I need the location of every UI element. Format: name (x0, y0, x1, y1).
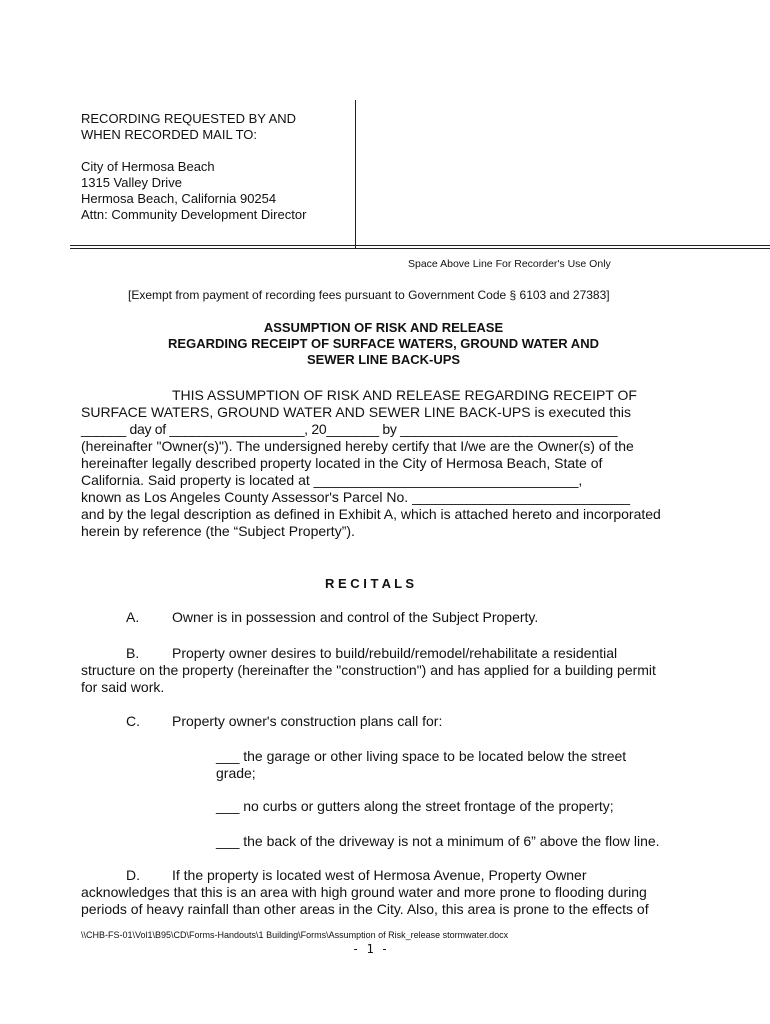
recital-b-line2: structure on the property (hereinafter the "construction") and has applied for a building permit (81, 662, 656, 678)
intro-line3: ______ day of __________________, 20_______ by _____________________________ (81, 421, 618, 437)
recorder-line-bottom (70, 248, 770, 249)
title-line1: ASSUMPTION OF RISK AND RELEASE (263, 320, 504, 335)
option-garage-line2: grade; (216, 765, 256, 781)
recital-c-option-curbs: ___ no curbs or gutters along the street frontage of the property; (216, 798, 614, 814)
recorder-line-top (70, 245, 770, 246)
intro-line9: herein by reference (the “Subject Property”). (81, 523, 355, 539)
page-number: - 1 - (352, 942, 389, 956)
recital-c-text: Property owner's construction plans call for: (172, 713, 443, 729)
recital-c-option-garage (216, 748, 686, 782)
intro-line8: and by the legal description as defined in Exhibit A, which is attached hereto and incorporated (81, 506, 661, 522)
recording-block (81, 111, 351, 223)
footer-file-path: \\CHB-FS-01\Vol1\B95\CD\Forms-Handouts\1 Building\Forms\Assumption of Risk_release stormwater.docx (81, 930, 509, 940)
intro-line4: (hereinafter "Owner(s)"). The undersigned hereby certify that I/we are the Owner(s) of the (81, 438, 634, 454)
recital-c-letter: C. (126, 713, 140, 729)
recording-requested-line1: RECORDING REQUESTED BY AND (81, 111, 297, 126)
recorder-use-note: Space Above Line For Recorder's Use Only (408, 258, 611, 270)
mail-to-street: 1315 Valley Drive (81, 175, 182, 190)
title-line2: REGARDING RECEIPT OF SURFACE WATERS, GROUND WATER AND (168, 336, 599, 351)
mail-to-name: City of Hermosa Beach (81, 159, 215, 174)
intro-line5: hereinafter legally described property located in the City of Hermosa Beach, State of (81, 455, 603, 471)
recitals-heading: R E C I T A L S (325, 576, 415, 591)
recital-d-letter: D. (126, 867, 140, 883)
mail-to-attn: Attn: Community Development Director (81, 207, 307, 222)
intro-line1: THIS ASSUMPTION OF RISK AND RELEASE REGARDING RECEIPT OF (172, 387, 637, 403)
recital-b-line1: Property owner desires to build/rebuild/remodel/rehabilitate a residential (172, 645, 618, 661)
recital-b-letter: B. (126, 645, 140, 661)
recital-b-line3: for said work. (81, 679, 165, 695)
recital-d-line3: periods of heavy rainfall than other areas in the City. Also, this area is prone to the effects of (81, 901, 649, 917)
recital-d-continuation (81, 884, 681, 918)
recital-a-text: Owner is in possession and control of the Subject Property. (172, 609, 539, 625)
intro-line7: known as Los Angeles County Assessor's Parcel No. ____________________________ (81, 489, 631, 505)
recital-d-line2: acknowledges that this is an area with high ground water and more prone to flooding during (81, 884, 647, 900)
recital-b-continuation (81, 662, 681, 696)
intro-line2: SURFACE WATERS, GROUND WATER AND SEWER LINE BACK-UPS is executed this (81, 404, 631, 420)
vertical-divider (355, 100, 356, 248)
recording-requested-line2: WHEN RECORDED MAIL TO: (81, 127, 258, 142)
recital-a-letter: A. (126, 609, 140, 625)
intro-line6: California. Said property is located at __________________________________, (81, 472, 583, 488)
recital-c-option-driveway: ___ the back of the driveway is not a minimum of 6” above the flow line. (216, 833, 660, 849)
exempt-note: [Exempt from payment of recording fees pursuant to Government Code § 6103 and 27383] (128, 288, 610, 302)
option-garage-line1: ___ the garage or other living space to be located below the street (216, 748, 627, 764)
mail-to-city: Hermosa Beach, California 90254 (81, 191, 277, 206)
title-line3: SEWER LINE BACK-UPS (306, 352, 461, 367)
intro-paragraph (81, 387, 681, 540)
recital-d-line1: If the property is located west of Hermosa Avenue, Property Owner (172, 867, 587, 883)
document-title (81, 320, 686, 368)
